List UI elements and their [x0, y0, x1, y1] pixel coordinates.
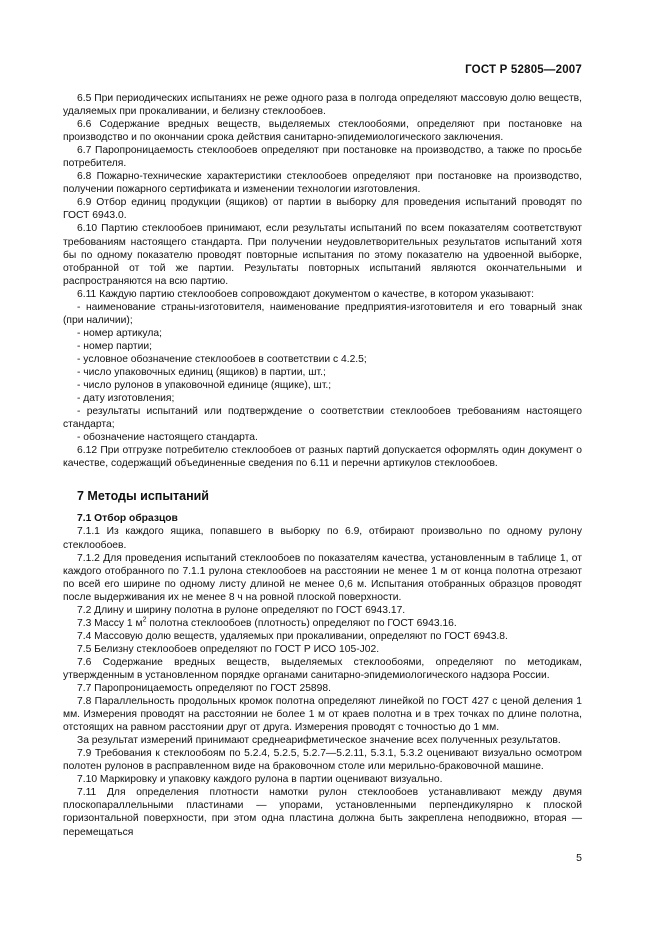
- list-item: - число упаковочных единиц (ящиков) в партии, шт.;: [77, 366, 326, 378]
- page-number: 5: [576, 852, 582, 864]
- paragraph-7-1-1: 7.1.1 Из каждого ящика, попавшего в выборку по 6.9, отбирают произвольно по одному рулону стеклообоев.: [63, 526, 582, 551]
- subsection-7-1-heading: 7.1 Отбор образцов: [77, 513, 178, 525]
- paragraph-7-5: 7.5 Белизну стеклообоев определяют по ГОСТ Р ИСО 105-J02.: [77, 643, 380, 655]
- paragraph-6-12: 6.12 При отгрузке потребителю стеклообоев от разных партий допускается оформлять один документ о качестве, содержащий объединенные сведения по 6.11 и перечни артикулов стеклообоев.: [63, 445, 582, 470]
- paragraph-7-6: 7.6 Содержание вредных веществ, выделяемых стеклообоями, определяют по методикам, утвержденным в установленном порядке органами санитарно-эпидемиологического надзора России.: [63, 656, 582, 681]
- list-item: - номер артикула;: [77, 327, 162, 339]
- paragraph-6-9: 6.9 Отбор единиц продукции (ящиков) от партии в выборку для проведения испытаний проводят по ГОСТ 6943.0.: [63, 197, 582, 222]
- paragraph-7-4: 7.4 Массовую долю веществ, удаляемых при прокаливании, определяют по ГОСТ 6943.8.: [77, 630, 508, 642]
- standard-header: ГОСТ Р 52805—2007: [465, 64, 582, 76]
- paragraph-6-5: 6.5 При периодических испытаниях не реже одного раза в полгода определяют массовую долю веществ, удаляемых при прокаливании, и белизну стеклообоев.: [63, 93, 582, 118]
- paragraph-7-7: 7.7 Паропроницаемость определяют по ГОСТ 25898.: [77, 683, 331, 695]
- paragraph-6-10: 6.10 Партию стеклообоев принимают, если результаты испытаний по всем показателям соответствуют требованиям настоящего стандарта. При получении неудовлетворительных результатов испытаний хотя бы по одному показателю проводят повторные испытания по этому показателю на удвоенной выборке, отобранной от той же партии. Результаты повторных испытаний являются окончательными и распространяются на всю партию.: [63, 223, 582, 287]
- list-item: - наименование страны-изготовителя, наименование предприятия-изготовителя и его товарный знак (при наличии);: [63, 301, 582, 326]
- paragraph-7-3-text: 7.3 Массу 1 м: [77, 617, 143, 629]
- paragraph-7-2: 7.2 Длину и ширину полотна в рулоне определяют по ГОСТ 6943.17.: [77, 604, 406, 616]
- list-item: - число рулонов в упаковочной единице (ящике), шт.;: [77, 380, 332, 392]
- paragraph-7-9: 7.9 Требования к стеклообоям по 5.2.4, 5.2.5, 5.2.7—5.2.11, 5.3.1, 5.3.2 оценивают визуально осмотром полотен рулонов в расправленном виде на браковочном столе или мерильно-браковочной машине.: [63, 748, 582, 773]
- paragraph-6-11: 6.11 Каждую партию стеклообоев сопровождают документом о качестве, в котором указывают:: [77, 288, 535, 300]
- paragraph-7-1-2: 7.1.2 Для проведения испытаний стеклообоев по показателям качества, установленным в таблице 1, от каждого отобранного по 7.1.1 рулона стеклообоев на расстоянии не менее 1 м от конца полотна отрезают по всей его ширине по одному листу длиной не менее 0,6 м. Испытания отобранных образцов проводят после выдерживания их не менее 8 ч на ровной плоской поверхности.: [63, 552, 582, 603]
- paragraph-7-3: [63, 617, 582, 630]
- paragraph-7-8: 7.8 Параллельность продольных кромок полотна определяют линейкой по ГОСТ 427 с ценой деления 1 мм. Измерения проводят на расстоянии не более 1 м от краев полотна и в трех точках по длине полотна, отстоящих на равном расстоянии друг от друга. Измерения проводят с точностью до 1 мм.: [63, 696, 582, 734]
- paragraph-7-3-text-end: полотна стеклообоев (плотность) определяют по ГОСТ 6943.16.: [146, 617, 457, 629]
- list-item: - номер партии;: [77, 340, 152, 352]
- list-item: - дату изготовления;: [77, 393, 175, 405]
- paragraph-6-8: 6.8 Пожарно-технические характеристики стеклообоев определяют при постановке на производство, получении пожарного сертификата и изменении технологии изготовления.: [63, 171, 582, 196]
- list-item: - результаты испытаний или подтверждение о соответствии стеклообоев требованиям настоящего стандарта;: [63, 406, 582, 431]
- paragraph-7-10: 7.10 Маркировку и упаковку каждого рулона в партии оценивают визуально.: [77, 774, 443, 786]
- section-7-heading: 7 Методы испытаний: [77, 489, 209, 504]
- paragraph-7-11: 7.11 Для определения плотности намотки рулон стеклообоев устанавливают между двумя плоскопараллельными пластинами — упорами, установленными перпендикулярно к плоской горизонтальной поверхности, при этом одна пластина должна быть закреплена неподвижно, вторая — перемещаться: [63, 787, 582, 838]
- document-body: [63, 92, 582, 839]
- list-item: - условное обозначение стеклообоев в соответствии с 4.2.5;: [77, 353, 367, 365]
- paragraph-7-8-result: За результат измерений принимают среднеарифметическое значение всех полученных результатов.: [77, 735, 561, 747]
- superscript: 2: [142, 616, 147, 624]
- paragraph-6-6: 6.6 Содержание вредных веществ, выделяемых стеклообоями, определяют при постановке на производство и по окончании срока действия санитарно-эпидемиологического заключения.: [63, 119, 582, 144]
- list-item: - обозначение настоящего стандарта.: [77, 432, 258, 444]
- paragraph-6-7: 6.7 Паропроницаемость стеклообоев определяют при постановке на производство, а также по просьбе потребителя.: [63, 145, 582, 170]
